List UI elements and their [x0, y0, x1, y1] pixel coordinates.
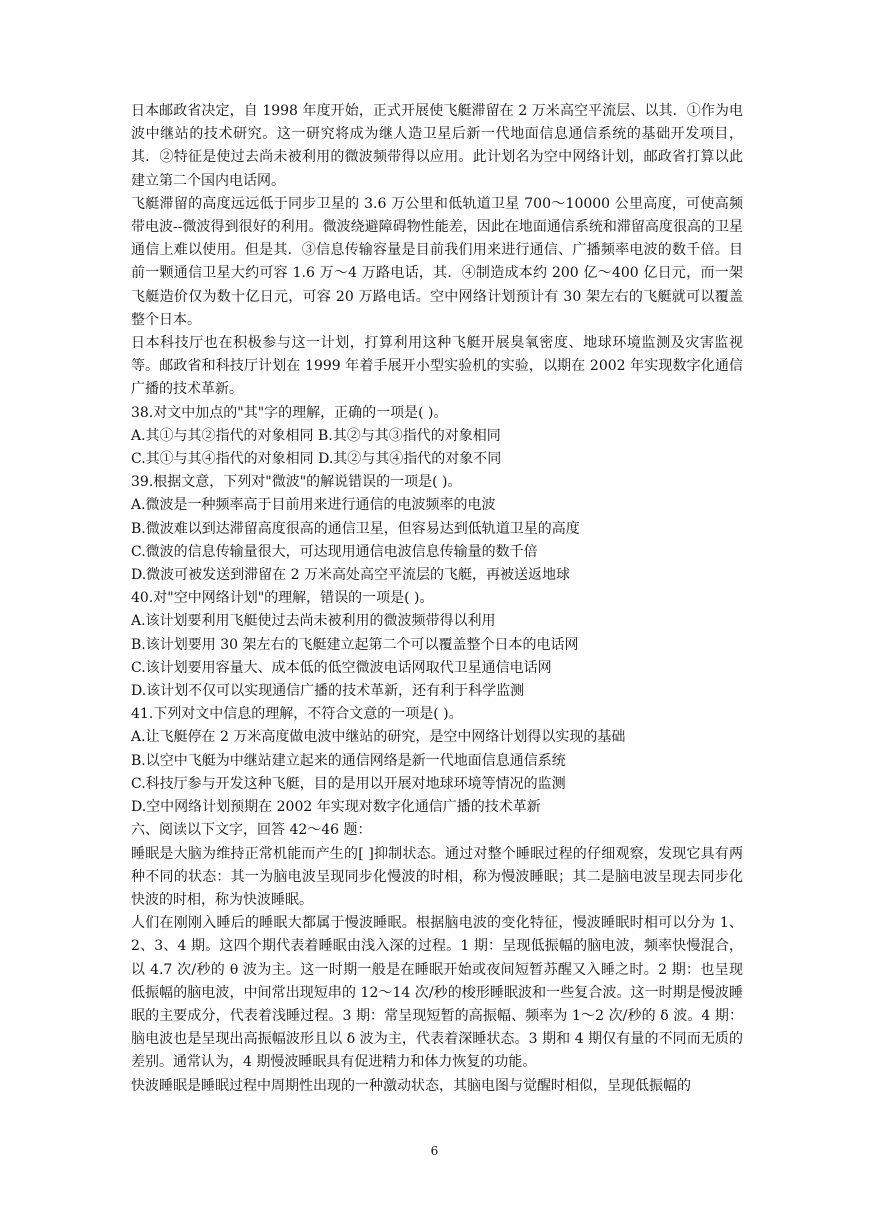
option-line: C.微波的信息传输量很大，可达现用通信电波信息传输量的数千倍	[131, 543, 538, 560]
question-39: 39.根据文意，下列对"微波"的解说错误的一项是( )。	[131, 474, 462, 491]
document-body	[131, 100, 743, 1098]
paragraph: 飞艇滞留的高度远远低于同步卫星的 3.6 万公里和低轨道卫星 700～10000 公里高度，可使高频带电波--微波得到很好的利用。微波绕避障碍物性能差，因此在地面通信系统和滞留高度很高的卫星通信上难以使用。但是其．③信息传输容量是目前我们用来进行通信、广播频率电波的数千倍。目前一颗通信卫星大约可容 1.6 万～4 万路电话，其．④制造成本约 200 亿～400 亿日元，而一架飞艇造价仅为数十亿日元，可容 20 万路电话。空中网络计划预计有 30 架左右的飞艇就可以覆盖整个日本。	[131, 195, 743, 328]
option-line: D.空中网络计划预期在 2002 年实现对数字化通信广播的技术革新	[131, 799, 541, 816]
paragraph: 快波睡眠是睡眠过程中周期性出现的一种激动状态，其脑电图与觉醒时相似，呈现低振幅的	[131, 1077, 691, 1094]
option-line: B.以空中飞艇为中继站建立起来的通信网络是新一代地面信息通信系统	[131, 752, 566, 769]
option-line: D.该计划不仅可以实现通信广播的技术革新，还有利于科学监测	[131, 683, 525, 700]
option-line: A.微波是一种频率高于目前用来进行通信的电波频率的电波	[131, 497, 496, 514]
question-40: 40.对"空中网络计划"的理解，错误的一项是( )。	[131, 590, 434, 607]
option-line: C.该计划要用容量大、成本低的低空微波电话网取代卫星通信电话网	[131, 659, 552, 676]
question-38: 38.对文中加点的"其"字的理解，正确的一项是( )。	[131, 404, 448, 421]
option-line: B.该计划要用 30 架左右的飞艇建立起第二个可以覆盖整个日本的电话网	[131, 636, 579, 653]
paragraph: 日本科技厅也在积极参与这一计划，打算利用这种飞艇开展臭氧密度、地球环境监测及灾害监视等。邮政省和科技厅计划在 1999 年着手展开小型实验机的实验，以期在 2002 年实现数字化通信广播的技术革新。	[131, 335, 743, 398]
option-line: B.微波难以到达滞留高度很高的通信卫星，但容易达到低轨道卫星的高度	[131, 520, 580, 537]
page-number: 6	[430, 1144, 439, 1158]
paragraph: 睡眠是大脑为维持正常机能而产生的[ ]抑制状态。通过对整个睡眠过程的仔细观察，发现它具有两种不同的状态：其一为脑电波呈现同步化慢波的时相，称为慢波睡眠；其二是脑电波呈现去同步化快波的时相，称为快波睡眠。	[131, 845, 743, 908]
question-41: 41.下列对文中信息的理解，不符合文意的一项是( )。	[131, 706, 463, 723]
paragraph: 人们在刚刚入睡后的睡眠大都属于慢波睡眠。根据脑电波的变化特征，慢波睡眠时相可以分为 1、2、3、4 期。这四个期代表着睡眠由浅入深的过程。1 期：呈现低振幅的脑电波，频率快慢混合，以 4.7 次/秒的 θ 波为主。这一时期一般是在睡眠开始或夜间短暂苏醒又入睡之时。2 期：也呈现低振幅的脑电波，中间常出现短串的 12～14 次/秒的梭形睡眠波和一些复合波。这一时期是慢波睡眠的主要成分，代表着浅睡过程。3 期：常呈现短暂的高振幅、频率为 1～2 次/秒的 δ 波。4 期：脑电波也是呈现出高振幅波形且以 δ 波为主，代表着深睡状态。3 期和 4 期仅有量的不同而无质的差别。通常认为，4 期慢波睡眠具有促进精力和体力恢复的功能。	[131, 915, 743, 1071]
option-line: A.其①与其②指代的对象相同 B.其②与其③指代的对象相同	[131, 427, 501, 444]
option-line: A.让飞艇停在 2 万米高度做电波中继站的研究，是空中网络计划得以实现的基础	[131, 729, 626, 746]
option-line: C.科技厅参与开发这种飞艇，目的是用以开展对地球环境等情况的监测	[131, 775, 566, 792]
paragraph: 日本邮政省决定，自 1998 年度开始，正式开展使飞艇滞留在 2 万米高空平流层、以其．①作为电波中继站的技术研究。这一研究将成为继人造卫星后新一代地面信息通信系统的基础开发项目，其．②特征是使过去尚未被利用的微波频带得以应用。此计划名为空中网络计划，邮政省打算以此建立第二个国内电话网。	[131, 103, 743, 189]
option-line: C.其①与其④指代的对象相同 D.其②与其④指代的对象不同	[131, 451, 502, 468]
option-line: D.微波可被发送到滞留在 2 万米高处高空平流层的飞艇，再被送返地球	[131, 567, 570, 584]
option-line: A.该计划要利用飞艇使过去尚未被利用的微波频带得以利用	[131, 613, 496, 630]
section-heading: 六、阅读以下文字，回答 42～46 题：	[131, 822, 372, 839]
